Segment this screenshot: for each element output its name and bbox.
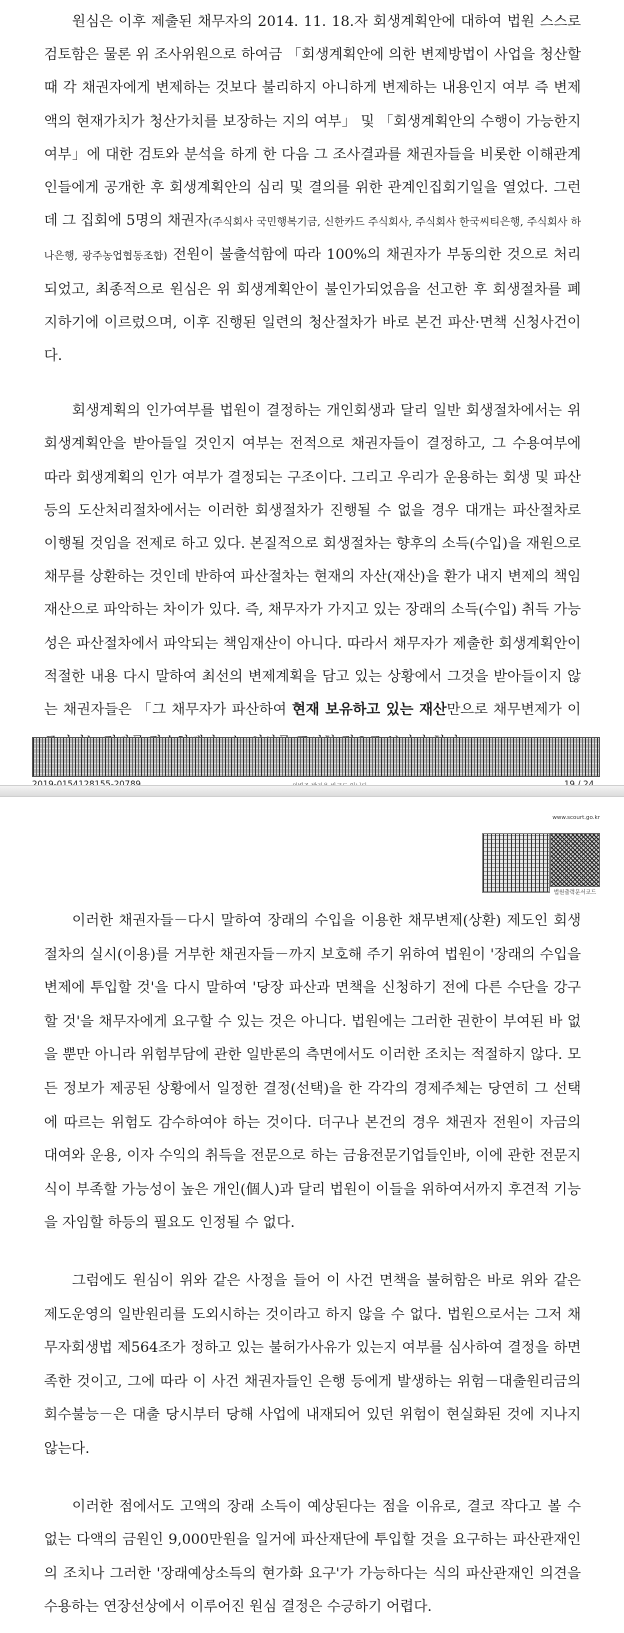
page-19-body: [44, 6, 581, 760]
document-page-19: [0, 0, 624, 790]
creditor-list: (주식회사 국민행복기금, 신한카드 주식회사, 주식회사 한국씨티은행, 주식회사 하나은행, 광주농업협동조합): [44, 216, 581, 263]
paragraph-conclusion: 이러한 점에서도 고액의 장래 소득이 예상된다는 점을 이유로, 결코 작다고 볼 수 없는 다액의 금원인 9,000만원을 일거에 파산재단에 투입할 것을 요구하는 파산관재인의 조치나 그러한 '장래예상소득의 현가화 요구'가 가능하다는 식의 파산관재인 의견을 수용하는 연장선상에서 이루어진 원심 결정은 수긍하기 어렵다.: [44, 1498, 581, 1616]
emphasis-current-assets: 현재 보유하고 있는 재산: [292, 702, 447, 719]
paragraph-general-principle: 그럼에도 원심이 위와 같은 사정을 들어 이 사건 면책을 불허함은 바로 위와 같은 제도운영의 일반원리를 도외시하는 것이라고 하지 않을 수 없다. 법원으로서는 그저 채무자회생법 제564조가 정하고 있는 불허가사유가 있는지 여부를 심사하여 결정을 하면 족한 것이고, 그에 따라 이 사건 채권자들인 은행 등에게 발생하는 위험－대출원리금의 회수불능－은 대출 당시부터 당해 사업에 내재되어 있던 위험이 현실화된 것에 지나지 않는다.: [44, 1272, 581, 1457]
verification-code-label: 법원출력문서코드: [553, 890, 597, 896]
paragraph-creditor-protection: 이러한 채권자들－다시 말하여 장래의 수입을 이용한 채무변제(상환) 제도인 회생절차의 실시(이용)를 거부한 채권자들－까지 보호해 주기 위하여 법원이 '장래의 수입을 변제에 투입할 것'을 다시 말하여 '당장 파산과 면책을 신청하기 전에 다른 수단을 강구할 것'을 채무자에게 요구할 수 있는 것은 아니다. 법원에는 그러한 권한이 부여된 바 없을 뿐만 아니라 위험부담에 관한 일반론의 측면에서도 이러한 조치는 적절하지 않다. 모든 정보가 제공된 상황에서 일정한 결정(선택)을 한 각각의 경제주체는 당연히 그 선택에 따르는 위험도 감수하여야 하는 것이다. 더구나 본건의 경우 채권자 전원이 자금의 대여와 운용, 이자 수익의 취득을 전문으로 하는 금융전문기업들인바, 이에 관한 전문지식이 부족할 가능성이 높은 개인(個人)과 달리 법원이 이들을 위하여서까지 후견적 기능을 자임할 하등의 필요도 인정될 수 없다.: [44, 913, 581, 1232]
paragraph-rehabilitation-vs-bankruptcy: 회생계획의 인가여부를 법원이 결정하는 개인회생과 달리 일반 회생절차에서는 위 회생계획안을 받아들일 것인지 여부는 전적으로 채권자들이 결정하고, 그 수용여부에 따라 회생계획의 인가 여부가 결정되는 구조이다. 그리고 우리가 운용하는 회생 및 파산 등의 도산처리절차에서는 이러한 회생절차가 진행될 수 없을 경우 대개는 파산절차로 이행될 것임을 전제로 하고 있다. 본질적으로 회생절차는 향후의 소득(수입)을 재원으로 채무를 상환하는 것인데 반하여 파산절차는 현재의 자산(재산)을 환가 내지 변제의 책임재산으로 파악하는 차이가 있다. 즉, 채무자가 가지고 있는 장래의 소득(수입) 취득 가능성은 파산절차에서 파악되는 책임재산이 아니다. 따라서 채무자가 제출한 회생계획안이 적절한 내용 다시 말하여 최선의 변제계획을 담고 있는 상황에서 그것을 받아들이지 않는 채권자들은 「그 채무자가 파산하여 현재 보유하고 있는 재산만으로 채무변제가 이: [44, 403, 581, 719]
court-site-url: www.scourt.go.kr: [552, 815, 600, 821]
paragraph-rehabilitation-plan-history: 원심은 이후 제출된 채무자의 2014. 11. 18.자 회생계획안에 대하여 법원 스스로 검토함은 물론 위 조사위원으로 하여금 「회생계획안에 의한 변제방법이 사업을 청산할 때 각 채권자에게 변제하는 것보다 불리하지 아니하게 변제하는 내용인지 여부 즉 변제액의 현재가치가 청산가치를 보장하는 지의 여부」 및 「회생계획안의 수행이 가능한지 여부」에 대한 검토와 분석을 하게 한 다음 그 조사결과를 채권자들을 비롯한 이해관계인들에게 공개한 후 회생계획안의 심리 및 결의를 위한 관계인집회기일을 열었다. 그런데 그 집회에 5명의 채권자(주식회사 국민행복기금, 신한카드 주식회사, 주식회사 한국씨티은행, 주식회사 하나은행, 광주농업협동조합) 전원이 불출석함에 따라 100%의 채권자가 부동의한 것으로 처리되었고, 최종적으로 원심은 위 회생계획안이 불인가되었음을 선고한 후 회생절차를 폐지하기에 이르렀으며, 이후 진행된 일련의 청산절차가 바로 본건 파산·면책 신청사건이다.: [44, 14, 581, 365]
page-20-body: [44, 905, 581, 1625]
document-page-20: [0, 795, 624, 1633]
anti-forgery-barcode: [32, 737, 600, 777]
